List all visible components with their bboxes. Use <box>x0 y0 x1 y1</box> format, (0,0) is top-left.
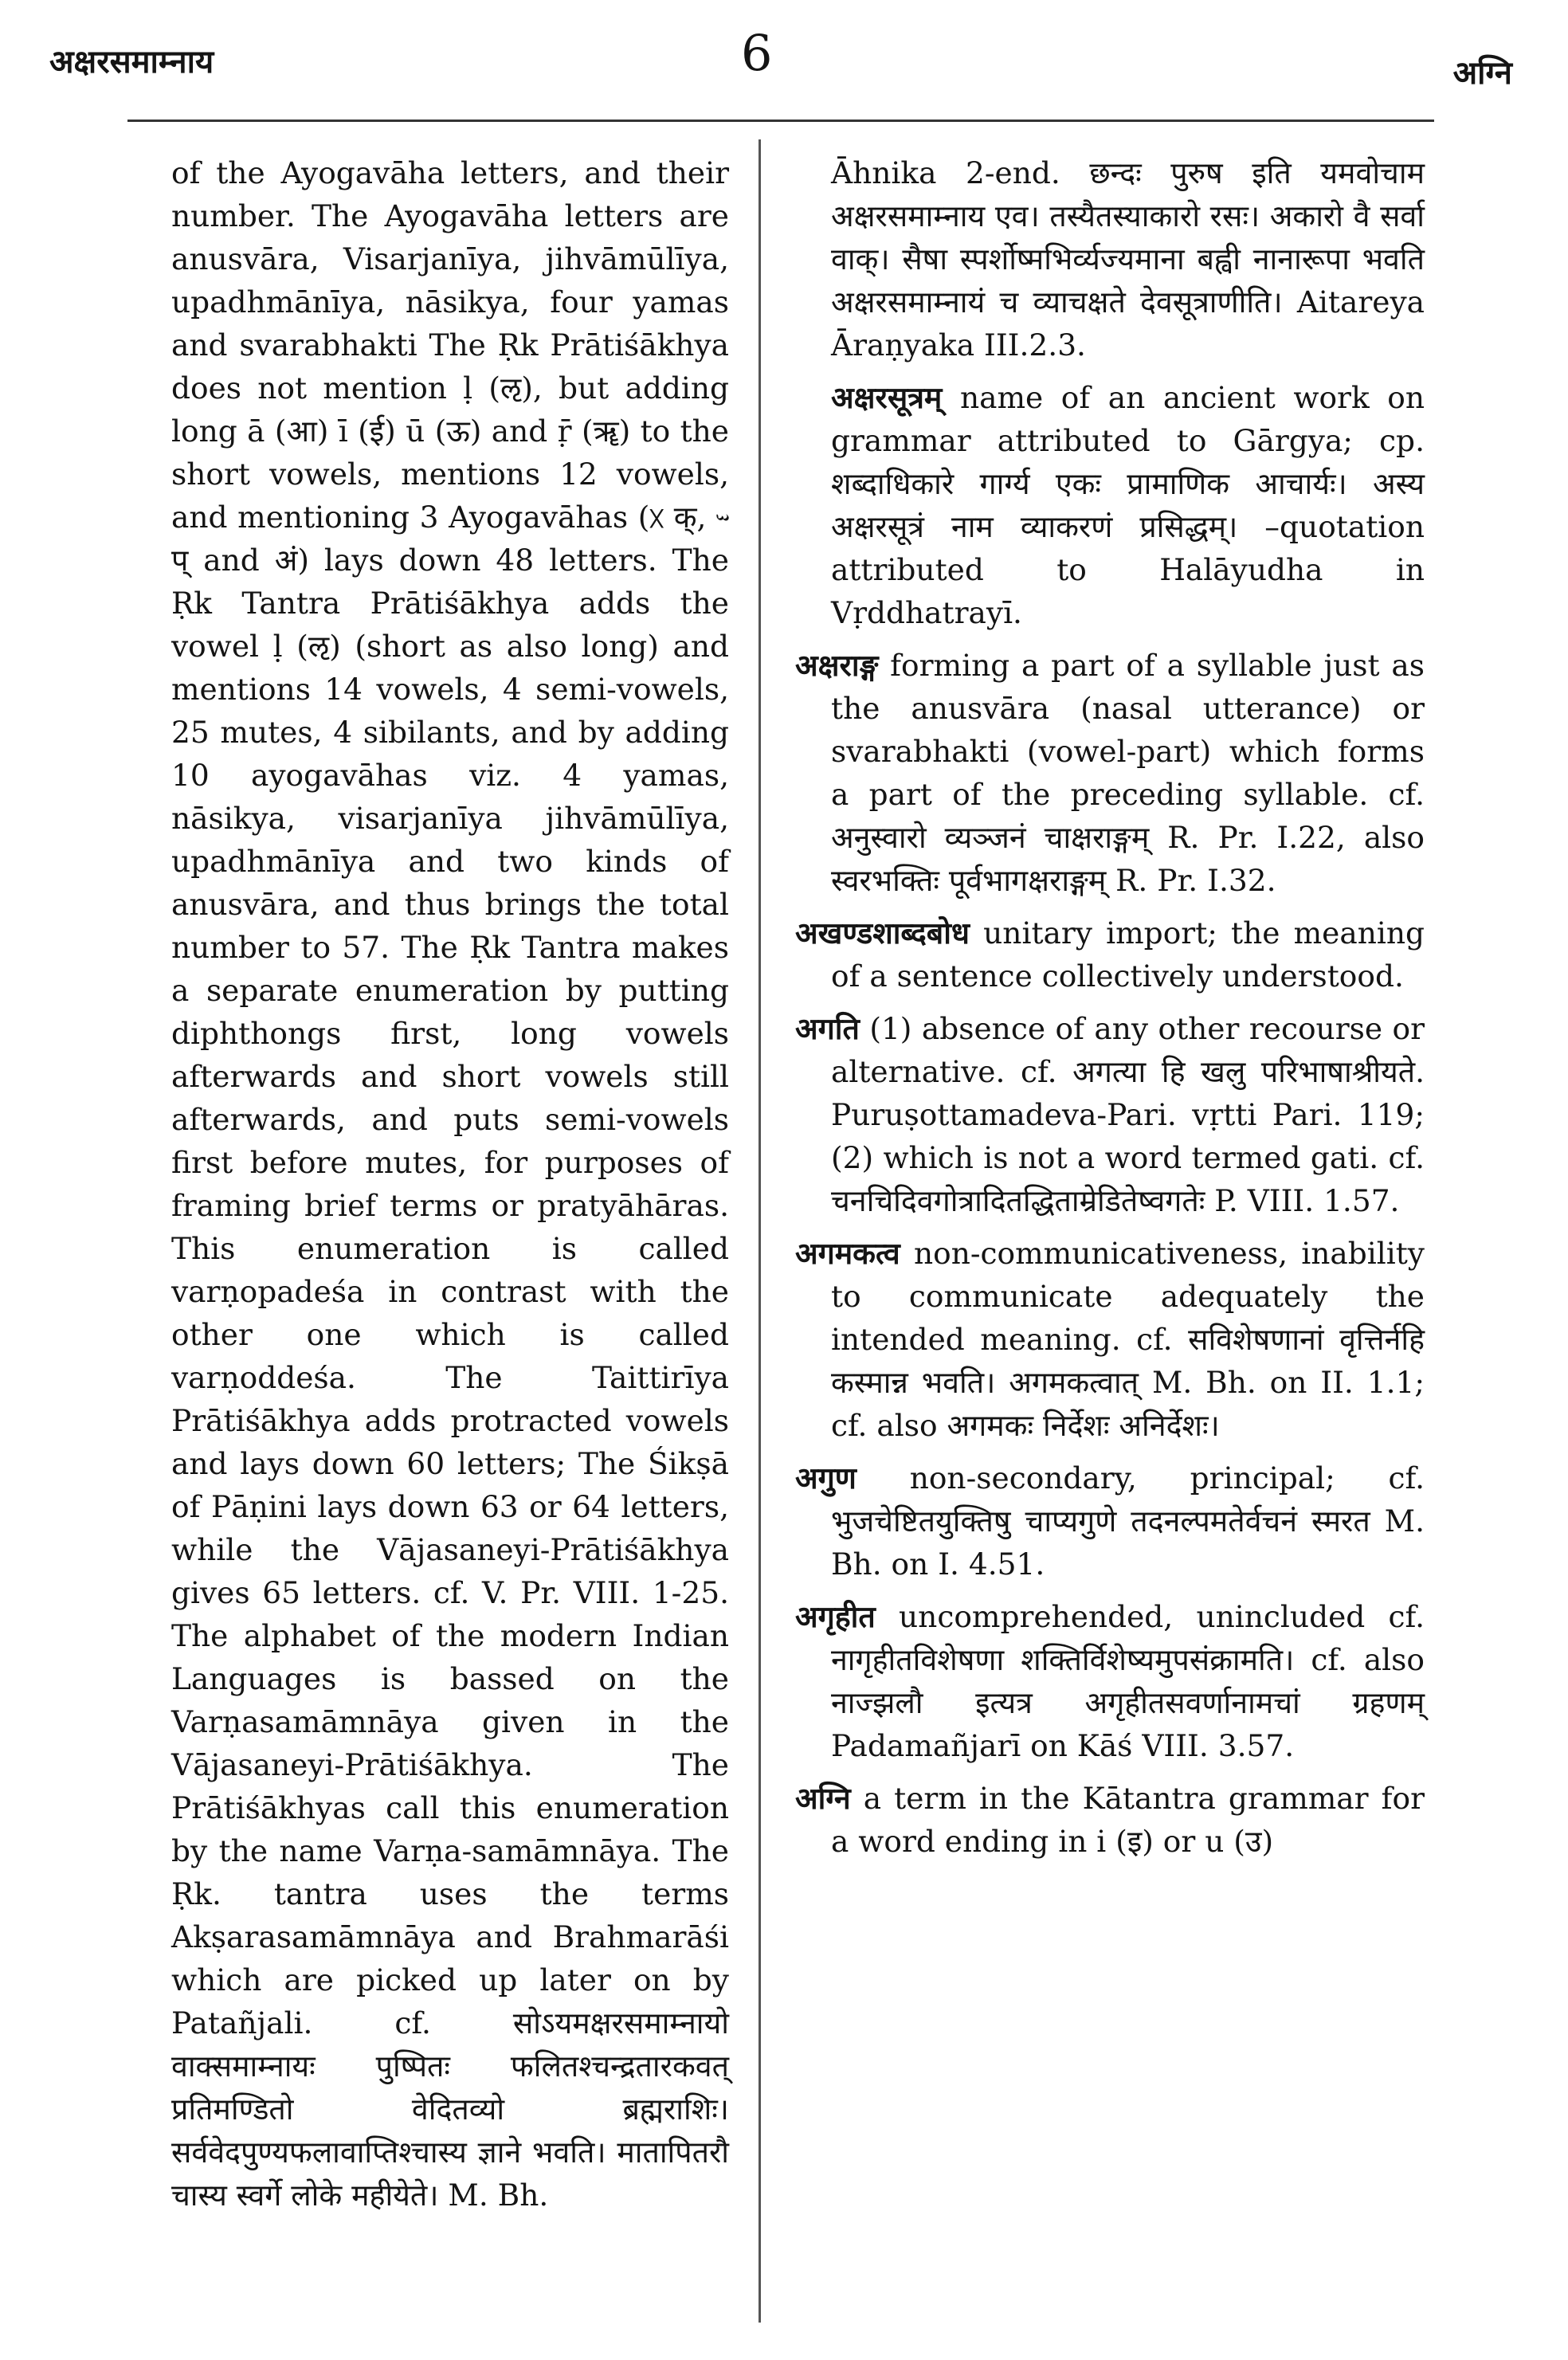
entry-definition: non-secondary, principal; cf. भुजचेष्टितयुक्तिषु चाप्यगुणे तदनल्पमतेर्वचनं स्मरत M. Bh. on I. 4.51. <box>831 1460 1425 1582</box>
entry-headword: अगति <box>795 1011 860 1046</box>
entry-definition: forming a part of a syllable just as the anusvāra (nasal utterance) or svarabhakti (vowel-part) which forms a part of the preceding syllable. cf. अनुस्वारो व्यञ्जनं चाक्षराङ्गम् R. Pr. I.22, also स्वरभक्तिः पूर्वभागक्षराङ्गम् R. Pr. I.32. <box>831 648 1425 898</box>
left-column <box>171 151 729 2217</box>
entry-definition: unitary import; the meaning of a sentence collectively understood. <box>831 915 1425 994</box>
entry-headword: अक्षरसूत्रम् <box>831 380 943 415</box>
entry-headword: अक्षराङ्ग <box>795 648 879 683</box>
header-rule <box>127 120 1434 122</box>
dictionary-entry <box>795 1007 1425 1222</box>
entry-headword: अग्नि <box>795 1781 851 1816</box>
entry-definition: uncomprehended, unincluded cf. नागृहीतविशेषणा शक्तिर्विशेष्यमुपसंक्रामति। cf. also नाज्झलौ इत्यत्र अगृहीतसवर्णानामचां ग्रहणम् Padamañjarī on Kāś VIII. 3.57. <box>831 1599 1425 1763</box>
entry-headword: अगृहीत <box>795 1599 876 1634</box>
page-header <box>0 0 1568 120</box>
entry-definition: a term in the Kātantra grammar for a word ending in i (इ) or u (उ) <box>831 1781 1425 1859</box>
dictionary-entry <box>795 376 1425 634</box>
entry-headword: अखण्डशाब्दबोध <box>795 915 970 951</box>
dictionary-entry <box>795 1232 1425 1447</box>
entry-definition: name of an ancient work on grammar attributed to Gārgya; cp. शब्दाधिकारे गार्ग्य एकः प्रामाणिक आचार्यः। अस्य अक्षरसूत्रं नाम व्याकरणं प्रसिद्धम्। –quotation attributed to Halāyudha in Vṛddhatrayī. <box>831 380 1425 630</box>
dictionary-entry <box>795 1595 1425 1767</box>
running-head-left: अक्षरसमाम्नाय <box>49 43 214 80</box>
right-column <box>795 151 1425 1872</box>
entry-definition: non-communicativeness, inability to communicate adequately the intended meaning. cf. सविशेषणानां वृत्तिर्नहि कस्मान्न भवति। अगमकत्वात् M. Bh. on II. 1.1; cf. also अगमकः निर्देशः अनिर्देशः। <box>831 1236 1425 1443</box>
entry-definition: (1) absence of any other recourse or alternative. cf. अगत्या हि खलु परिभाषाश्रीयते. Puruṣottamadeva-Pari. vṛtti Pari. 119; (2) which is not a word termed gati. cf. चनचिदिवगोत्रादितद्धिताम्रेडितेष्वगतेः P. VIII. 1.57. <box>831 1011 1425 1218</box>
column-divider <box>759 139 761 2323</box>
page-number: 6 <box>741 24 773 82</box>
continuation-text: Āhnika 2-end. छन्दः पुरुष इति यमवोचाम अक्षरसमाम्नाय एव। तस्यैतस्याकारो रसः। अकारो वै सर्वा वाक्। सैषा स्पर्शोष्मभिर्व्यज्यमाना बह्वी नानारूपा भवति अक्षरसमाम्नायं च व्याचक्षते देवसूत्राणीति। Aitareya Āraṇyaka III.2.3. <box>831 155 1425 363</box>
left-column-text: of the Ayogavāha letters, and their number. The Ayogavāha letters are anusvāra, Visarjanīya, jihvāmūlīya, upadhmānīya, nāsikya, four yamas and svarabhakti The Ṛk Prātiśākhya does not mention ḷ (ऌ), but adding long ā (आ) ī (ई) ū (ऊ) and ṝ (ॠ) to the short vowels, mentions 12 vowels, and mentioning 3 Ayogavāhas (ᳵ क्, ᳶ प् and अं) lays down 48 letters. The Ṛk Tantra Prātiśākhya adds the vowel ḷ (ऌ) (short as also long) and mentions 14 vowels, 4 semi-vowels, 25 mutes, 4 sibilants, and by adding 10 ayogavāhas viz. 4 yamas, nāsikya, visarjanīya jihvāmūlīya, upadhmānīya and two kinds of anusvāra, and thus brings the total number to 57. The Ṛk Tantra makes a separate enumeration by putting diphthongs first, long vowels afterwards and short vowels still afterwards, and puts semi-vowels first before mutes, for purposes of framing brief terms or pratyāhāras. This enumeration is called varṇopadeśa in contrast with the other one which is called varṇoddeśa. The Taittirīya Prātiśākhya adds protracted vowels and lays down 60 letters; The Śikṣā of Pāṇini lays down 63 or 64 letters, while the Vājasaneyi-Prātiśākhya gives 65 letters. cf. V. Pr. VIII. 1-25. The alphabet of the modern Indian Languages is bassed on the Varṇasamāmnāya given in the Vājasaneyi-Prātiśākhya. The Prātiśākhyas call this enumeration by the name Varṇa-samāmnāya. The Ṛk. tantra uses the terms Akṣarasamāmnāya and Brahmarāśi which are picked up later on by Patañjali. cf. सोऽयमक्षरसमाम्नायो वाक्समाम्नायः पुष्पितः फलितश्चन्द्रतारकवत् प्रतिमण्डितो वेदितव्यो ब्रह्मराशिः। सर्ववेदपुण्यफलावाप्तिश्चास्य ज्ञाने भवति। मातापितरौ चास्य स्वर्गे लोके महीयेते। M. Bh. <box>171 155 729 2213</box>
entry-headword: अगुण <box>795 1460 857 1496</box>
dictionary-entries <box>795 376 1425 1863</box>
dictionary-entry <box>795 1777 1425 1863</box>
entry-headword: अगमकत्व <box>795 1236 900 1271</box>
running-head-right: अग्नि <box>1452 54 1512 92</box>
dictionary-entry <box>795 644 1425 902</box>
dictionary-entry <box>795 911 1425 998</box>
dictionary-entry <box>795 1456 1425 1586</box>
